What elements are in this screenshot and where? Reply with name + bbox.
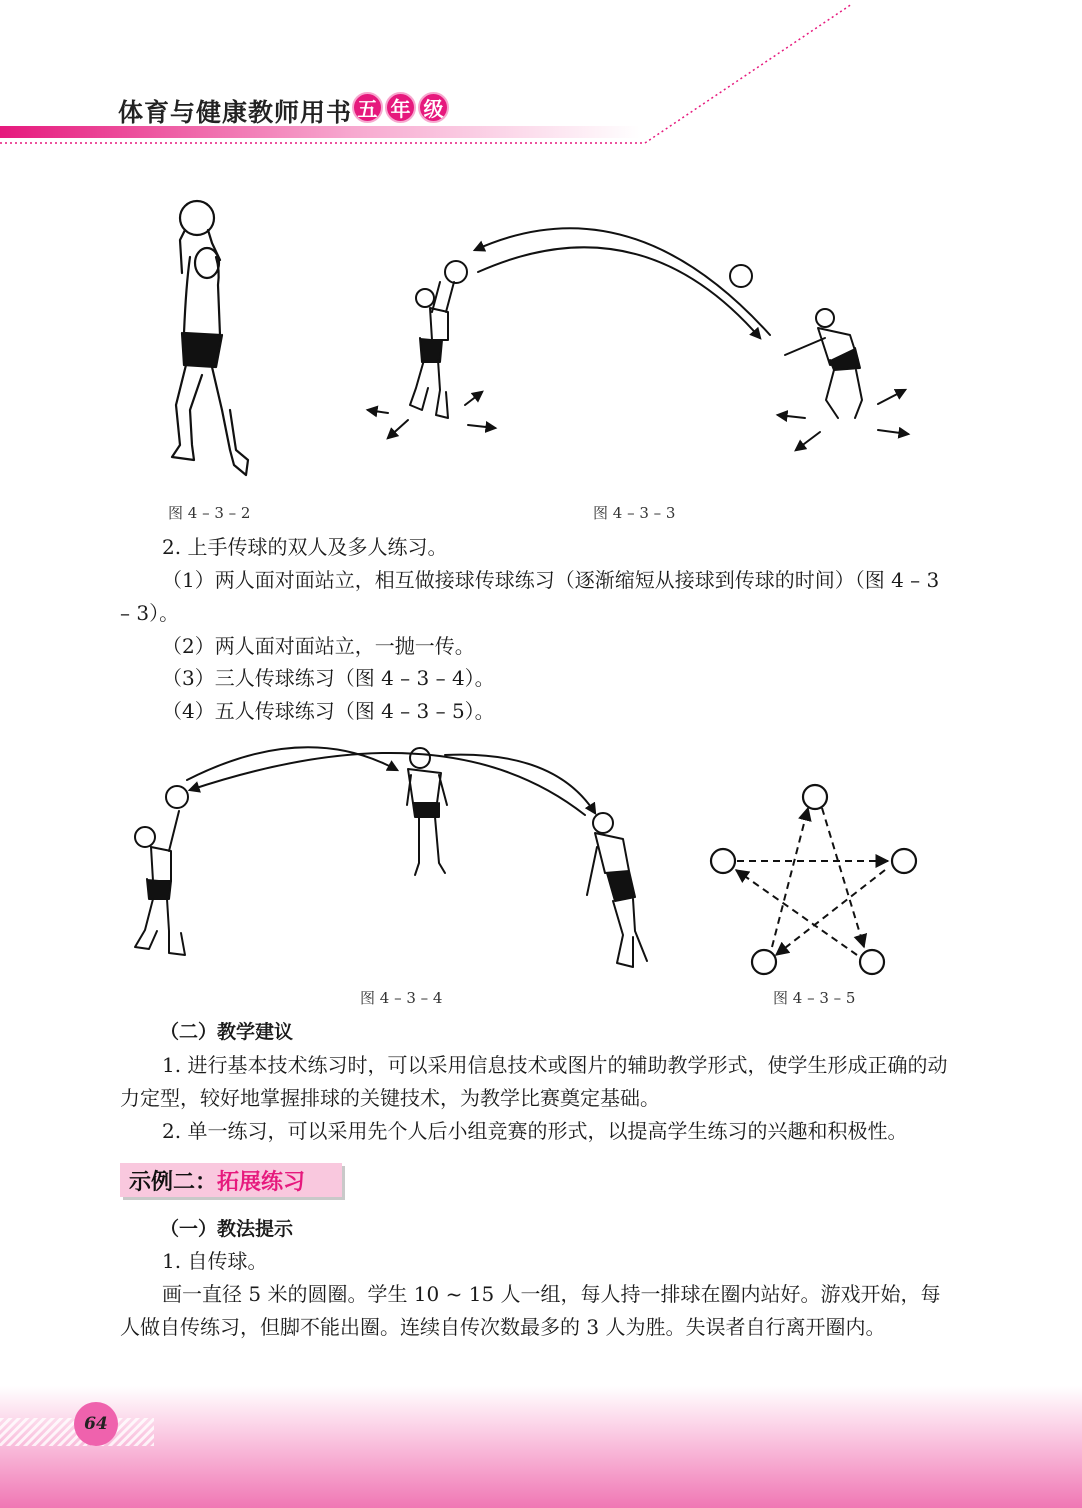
figure-overhead-pass [150, 195, 270, 490]
grade-char: 年 [385, 92, 416, 123]
figure-two-person-passing [360, 220, 920, 460]
grade-badge [352, 92, 449, 123]
passing-item-4: （4）五人传球练习（图 4 – 3 – 5）。 [162, 699, 495, 723]
figure-caption: 图 4 – 3 – 3 [593, 504, 676, 522]
passing-item-2: （2）两人面对面站立，一抛一传。 [162, 634, 475, 658]
figure-five-person-star [700, 775, 930, 985]
figure-caption: 图 4 – 3 – 4 [360, 989, 443, 1007]
book-title: 体育与健康教师用书 [118, 98, 353, 127]
grade-char: 级 [418, 92, 449, 123]
header-decoration [0, 0, 1082, 160]
passing-heading: 2. 上手传球的双人及多人练习。 [162, 535, 448, 559]
passing-item-1: （1）两人面对面站立，相互做接球传球练习（逐渐缩短从接球到传球的时间）（图 4 – 3 – 3）。 [120, 568, 940, 625]
suggestion-1: 1. 进行基本技术练习时，可以采用信息技术或图片的辅助教学形式，使学生形成正确的动力定型，较好地掌握排球的关键技术，为教学比赛奠定基础。 [120, 1053, 948, 1110]
example-banner [120, 1163, 342, 1197]
figure-caption: 图 4 – 3 – 2 [168, 504, 251, 522]
example-label: 示例二： [129, 1169, 218, 1195]
methods-body: 画一直径 5 米的圆圈。学生 10 ~ 15 人一组，每人持一排球在圈内站好。游戏开始，每人做自传练习，但脚不能出圈。连续自传次数最多的 3 人为胜。失误者自行离开圈内。 [120, 1282, 941, 1339]
passing-item-3: （3）三人传球练习（图 4 – 3 – 4）。 [162, 666, 495, 690]
suggestions-heading: （二）教学建议 [160, 1021, 294, 1043]
footer-band [0, 1386, 1082, 1508]
example-title: 拓展练习 [217, 1169, 306, 1195]
methods-item-1: 1. 自传球。 [162, 1249, 268, 1273]
figure-three-person-passing [125, 735, 665, 980]
figure-caption: 图 4 – 3 – 5 [773, 989, 856, 1007]
page-number: 64 [74, 1402, 118, 1446]
methods-heading: （一）教法提示 [160, 1218, 294, 1240]
grade-char: 五 [352, 92, 383, 123]
suggestion-2: 2. 单一练习，可以采用先个人后小组竞赛的形式，以提高学生练习的兴趣和积极性。 [162, 1119, 908, 1143]
